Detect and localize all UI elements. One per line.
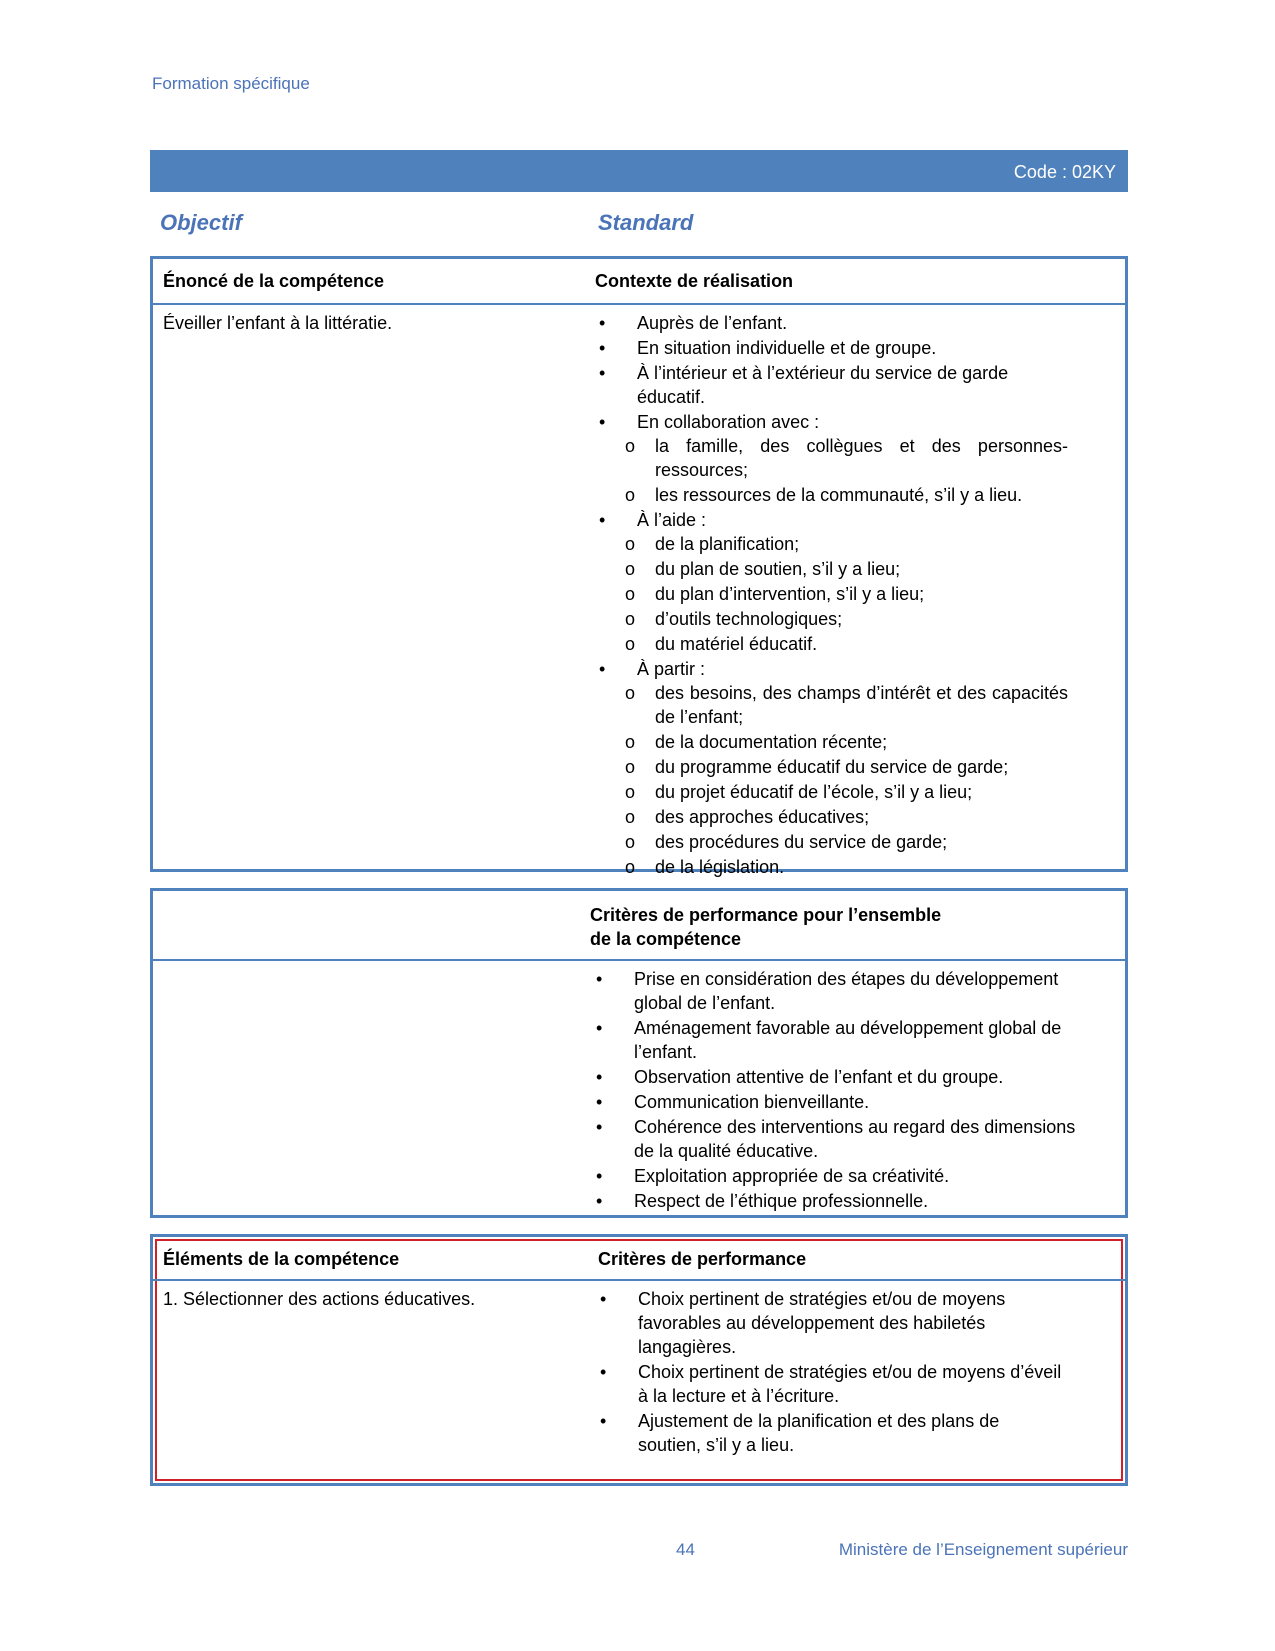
context-subitem — [625, 632, 1068, 656]
bullet-icon: • — [596, 1191, 603, 1211]
criteria-item-text: Choix pertinent de stratégies et/ou de moyens d’éveil à la lecture et à l’écriture. — [638, 1362, 1062, 1406]
context-subitem — [625, 607, 1068, 631]
bullet-icon: • — [596, 1092, 603, 1112]
criteria-item — [594, 1287, 1064, 1359]
context-list — [593, 311, 1068, 880]
context-subitem-text: de la législation. — [655, 857, 785, 877]
bullet-icon: • — [600, 1411, 607, 1431]
criteria-overall-item — [590, 1189, 1080, 1213]
criteria-overall-item-text: Respect de l’éthique professionnelle. — [634, 1191, 929, 1211]
criteria-overall-item-text: Prise en considération des étapes du développement global de l’enfant. — [634, 969, 1059, 1013]
criteria-overall-header — [590, 903, 941, 951]
sub-bullet-icon: o — [625, 857, 636, 877]
code-label: Code : 02KY — [1013, 162, 1116, 182]
table-header — [153, 1237, 1125, 1281]
bullet-icon: • — [599, 659, 606, 679]
context-subitem-text: de la planification; — [655, 534, 800, 554]
context-subitem — [625, 755, 1068, 779]
context-item-text: En collaboration avec : — [637, 412, 820, 432]
context-subitem-text: du matériel éducatif. — [655, 634, 818, 654]
context-item — [593, 508, 1068, 656]
context-subitem-text: les ressources de la communauté, s’il y a lieu. — [655, 485, 1023, 505]
bullet-icon: • — [599, 363, 606, 383]
element-item: 1. Sélectionner des actions éducatives. — [163, 1289, 476, 1309]
context-subitem — [625, 855, 1068, 879]
table-criteria-overall — [150, 888, 1128, 1218]
context-subitem-text: la famille, des collègues et des personnes-ressources; — [655, 436, 1068, 480]
sub-bullet-icon: o — [625, 757, 636, 777]
sub-bullet-icon: o — [625, 436, 636, 456]
sub-bullet-icon: o — [625, 807, 636, 827]
code-bar — [150, 150, 1128, 192]
context-item-text: À l’intérieur et à l’extérieur du service de garde éducatif. — [637, 363, 1009, 407]
bullet-icon: • — [596, 1067, 603, 1087]
sub-bullet-icon: o — [625, 584, 636, 604]
context-subitem — [625, 434, 1068, 482]
criteria-overall-item — [590, 1164, 1080, 1188]
criteria-overall-item — [590, 1090, 1080, 1114]
context-subitem-text: de la documentation récente; — [655, 732, 888, 752]
bullet-icon: • — [599, 412, 606, 432]
bullet-icon: • — [599, 510, 606, 530]
criteria-overall-item-text: Cohérence des interventions au regard des dimensions de la qualité éducative. — [634, 1117, 1076, 1161]
bullet-icon: • — [596, 1166, 603, 1186]
sub-bullet-icon: o — [625, 683, 636, 703]
sub-bullet-icon: o — [625, 732, 636, 752]
context-subitem — [625, 483, 1068, 507]
bullet-icon: • — [596, 1117, 603, 1137]
context-subitem-text: du programme éducatif du service de garde; — [655, 757, 1009, 777]
context-sublist — [625, 681, 1068, 879]
criteria-item-text: Ajustement de la planification et des plans de soutien, s’il y a lieu. — [638, 1411, 1000, 1455]
context-item — [593, 336, 1068, 360]
sub-bullet-icon: o — [625, 634, 636, 654]
criteria-overall-item-text: Aménagement favorable au développement global de l’enfant. — [634, 1018, 1062, 1062]
col-header-contexte: Contexte de réalisation — [595, 271, 794, 291]
context-item-text: En situation individuelle et de groupe. — [637, 338, 937, 358]
criteria-overall-item — [590, 1065, 1080, 1089]
context-subitem-text: du plan de soutien, s’il y a lieu; — [655, 559, 901, 579]
table-competence-context — [150, 256, 1128, 877]
context-subitem — [625, 730, 1068, 754]
context-item-text: À partir : — [637, 659, 706, 679]
criteria-item — [594, 1360, 1064, 1408]
context-item-text: Auprès de l’enfant. — [637, 313, 788, 333]
context-subitem — [625, 830, 1068, 854]
context-item-text: À l’aide : — [637, 510, 707, 530]
criteria-overall-header-line2: de la compétence — [590, 929, 742, 949]
criteria-overall-item-text: Communication bienveillante. — [634, 1092, 870, 1112]
context-item — [593, 410, 1068, 507]
bullet-icon: • — [599, 313, 606, 333]
sub-bullet-icon: o — [625, 534, 636, 554]
page-number: 44 — [676, 1540, 695, 1559]
context-subitem — [625, 681, 1068, 729]
criteria-overall-item-text: Exploitation appropriée de sa créativité. — [634, 1166, 950, 1186]
col-header-criteres: Critères de performance — [598, 1249, 807, 1269]
context-item — [593, 311, 1068, 335]
context-subitem-text: des besoins, des champs d’intérêt et des capacités de l’enfant; — [655, 683, 1068, 727]
context-item — [593, 361, 1068, 409]
criteria-overall-header-line1: Critères de performance pour l’ensemble — [590, 905, 942, 925]
table-header — [153, 891, 1125, 961]
objectif-label: Objectif — [160, 210, 242, 235]
competence-statement: Éveiller l’enfant à la littératie. — [163, 313, 393, 333]
bullet-icon: • — [599, 338, 606, 358]
running-head: Formation spécifique — [152, 74, 310, 93]
sub-bullet-icon: o — [625, 782, 636, 802]
sub-bullet-icon: o — [625, 559, 636, 579]
footer-ministry: Ministère de l’Enseignement supérieur — [838, 1540, 1128, 1559]
bullet-icon: • — [596, 1018, 603, 1038]
context-subitem-text: d’outils technologiques; — [655, 609, 843, 629]
context-sublist — [625, 434, 1068, 507]
standard-label: Standard — [598, 210, 694, 235]
criteria-overall-list — [590, 967, 1080, 1214]
context-subitem-text: du projet éducatif de l’école, s’il y a lieu; — [655, 782, 973, 802]
context-subitem — [625, 805, 1068, 829]
col-header-elements: Éléments de la compétence — [163, 1249, 400, 1269]
bullet-icon: • — [600, 1362, 607, 1382]
context-subitem — [625, 582, 1068, 606]
sub-bullet-icon: o — [625, 832, 636, 852]
context-subitem — [625, 532, 1068, 556]
criteria-overall-item — [590, 1115, 1080, 1163]
context-subitem-text: du plan d’intervention, s’il y a lieu; — [655, 584, 925, 604]
col-header-enonce: Énoncé de la compétence — [163, 271, 385, 291]
criteria-overall-item — [590, 1016, 1080, 1064]
bullet-icon: • — [600, 1289, 607, 1309]
bullet-icon: • — [596, 969, 603, 989]
criteria-overall-item-text: Observation attentive de l’enfant et du groupe. — [634, 1067, 1004, 1087]
table-elements-criteria — [150, 1234, 1128, 1486]
criteria-item-text: Choix pertinent de stratégies et/ou de moyens favorables au développement des habiletés langagières. — [638, 1289, 1006, 1357]
context-subitem-text: des procédures du service de garde; — [655, 832, 948, 852]
criteria-item — [594, 1409, 1064, 1457]
context-subitem — [625, 780, 1068, 804]
context-sublist — [625, 532, 1068, 656]
context-item — [593, 657, 1068, 879]
context-subitem-text: des approches éducatives; — [655, 807, 870, 827]
criteria-list — [594, 1287, 1064, 1458]
table-header — [153, 259, 1125, 305]
sub-bullet-icon: o — [625, 609, 636, 629]
sub-bullet-icon: o — [625, 485, 636, 505]
context-subitem — [625, 557, 1068, 581]
criteria-overall-item — [590, 967, 1080, 1015]
